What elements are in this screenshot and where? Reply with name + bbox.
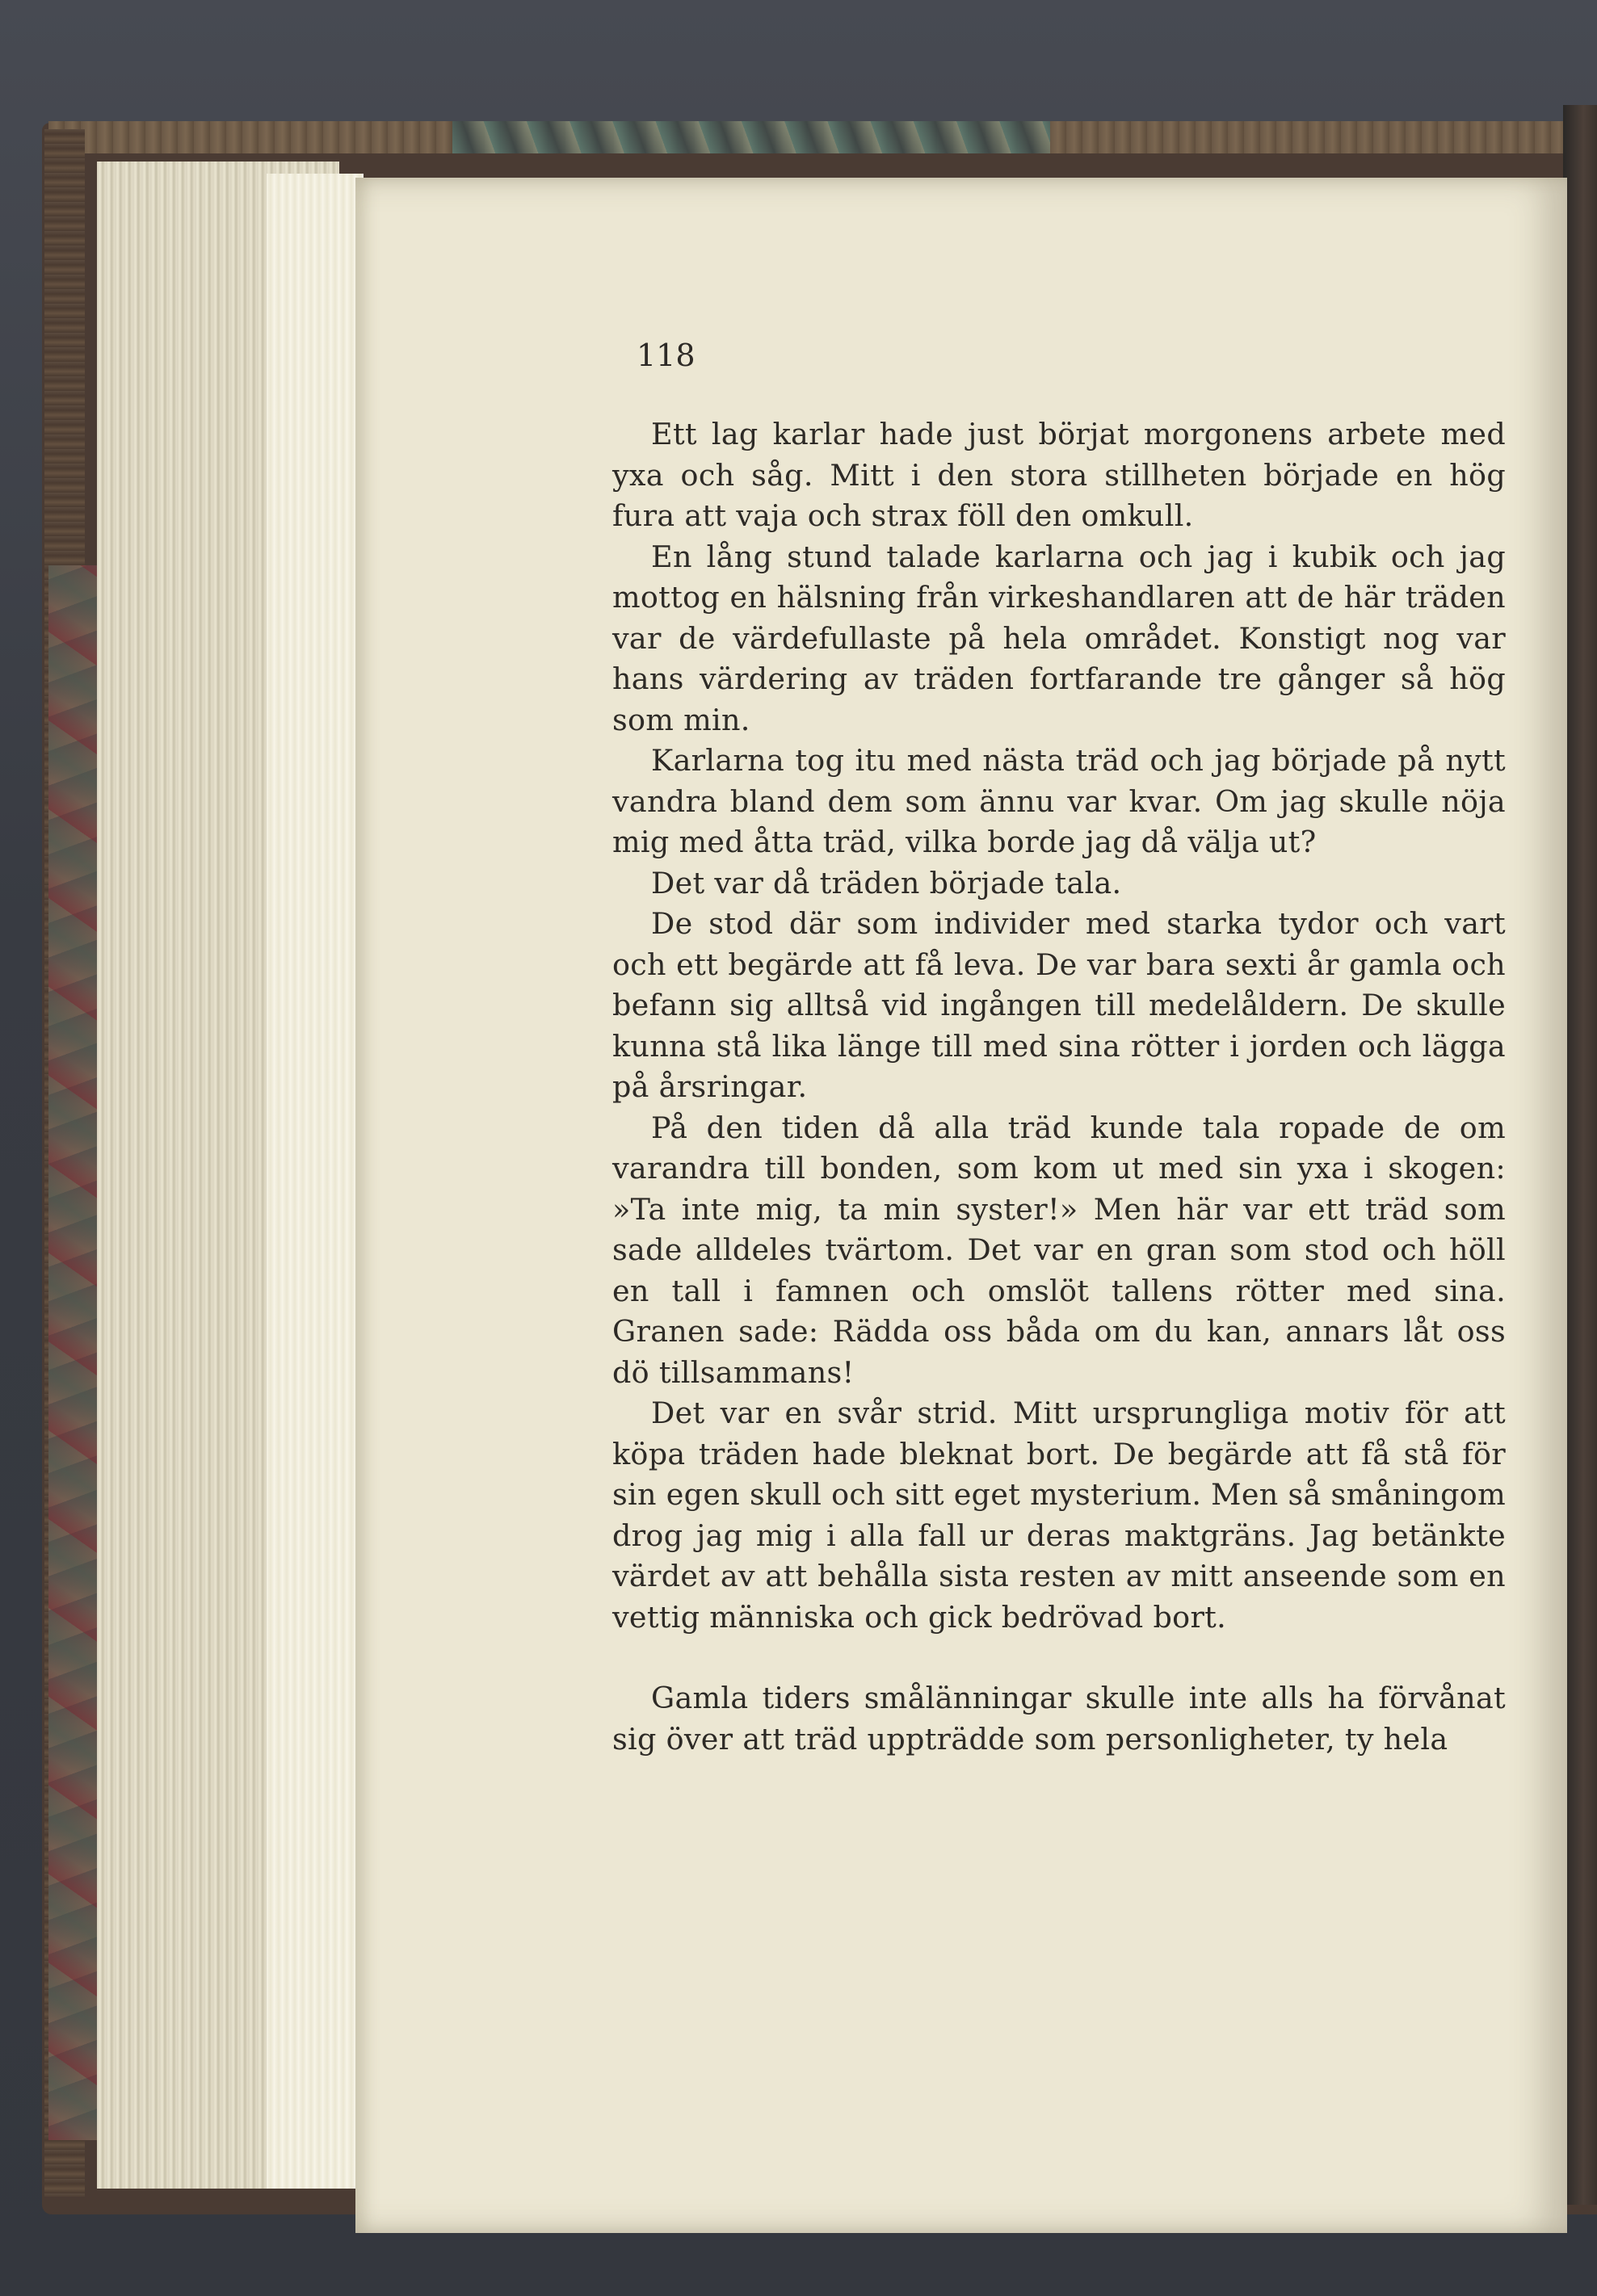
paragraph: En lång stund talade karlarna och jag i kubik och jag mottog en hälsning från virkeshandlaren att de här träden var de värdefullaste på hela området. Konstigt nog var hans värdering av träden fortfarande tre gånger så hög som min.	[612, 539, 1506, 737]
paragraph: På den tiden då alla träd kunde tala ropade de om varandra till bonden, som kom ut med sin yxa i skogen: »Ta inte mig, ta min syster!» Men här var ett träd som sade alldeles tvärtom. Det var en gran som stod och höll en tall i famnen och omslöt tallens rötter med sina. Granen sade: Rädda oss båda om du kan, annars låt oss dö tillsammans!	[612, 1110, 1506, 1390]
page-number: 118	[637, 338, 696, 373]
marbled-endpaper-top	[452, 121, 1050, 153]
section-gap	[612, 1638, 1506, 1678]
paragraph: Karlarna tog itu med nästa träd och jag började på nytt vandra bland dem som ännu var kvar. Om jag skulle nöja mig med åtta träd, vilka borde jag då välja ut?	[612, 743, 1506, 859]
paragraph: Ett lag karlar hade just börjat morgonens arbete med yxa och såg. Mitt i den stora stillheten började en hög fura att vaja och strax föll den omkull.	[612, 417, 1506, 533]
book-right-edge	[1563, 105, 1597, 2205]
page-block-edges-inner	[267, 174, 364, 2189]
paragraph: De stod där som individer med starka tydor och vart och ett begärde att få leva. De var bara sexti år gamla och befann sig alltså vid ingången till medelåldern. De skulle kunna stå lika länge till med sina rötter i jorden och lägga på årsringar.	[612, 906, 1506, 1104]
paragraph: Det var en svår strid. Mitt ursprungliga motiv för att köpa träden hade bleknat bort. De begärde att få stå för sin egen skull och sitt eget mysterium. Men så småningom drog jag mig i alla fall ur deras maktgräns. Jag betänkte värdet av att behålla sista resten av mitt anseende som en vettig människa och gick bedrövad bort.	[612, 1396, 1506, 1635]
page-text	[612, 414, 1506, 1760]
paragraph-continued: Gamla tiders smålänningar skulle inte alls ha förvånat sig över att träd uppträdde som personligheter, ty hela	[612, 1681, 1506, 1757]
paragraph: Det var då träden började tala.	[651, 865, 1122, 900]
